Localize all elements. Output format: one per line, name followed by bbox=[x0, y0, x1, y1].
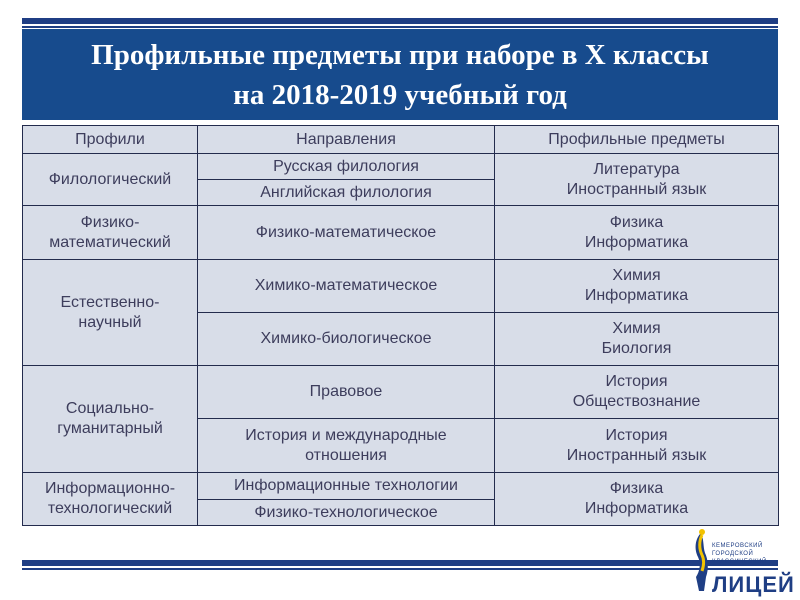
top-rule-thin bbox=[22, 26, 778, 28]
slide-title bbox=[22, 29, 778, 120]
table-row bbox=[23, 473, 779, 500]
direction-cell: Физико-технологическое bbox=[198, 500, 495, 526]
direction-cell: Информационные технологии bbox=[198, 473, 495, 500]
profile-cell: Социально- гуманитарный bbox=[23, 366, 198, 473]
lyceum-emblem-icon bbox=[690, 527, 712, 597]
header-profiles: Профили bbox=[23, 126, 198, 154]
logo-text-line2: ГОРОДСКОЙ bbox=[712, 551, 754, 557]
subjects-cell: История Обществознание bbox=[495, 366, 779, 419]
table-row bbox=[23, 206, 779, 260]
direction-cell: Химико-математическое bbox=[198, 260, 495, 313]
bottom-rule-thin bbox=[22, 568, 778, 570]
top-rule-thick bbox=[22, 18, 778, 24]
lyceum-logo bbox=[690, 527, 795, 597]
direction-cell: Химико-биологическое bbox=[198, 313, 495, 366]
subjects-cell: Физика Информатика bbox=[495, 206, 779, 260]
title-line-2: на 2018-2019 учебный год bbox=[233, 78, 567, 111]
direction-cell: Английская филология bbox=[198, 180, 495, 206]
table-row bbox=[23, 260, 779, 313]
direction-cell: Правовое bbox=[198, 366, 495, 419]
table-header-row bbox=[23, 126, 779, 154]
table-row bbox=[23, 154, 779, 180]
subjects-cell: Химия Биология bbox=[495, 313, 779, 366]
subjects-cell: Химия Информатика bbox=[495, 260, 779, 313]
bottom-rule-thick bbox=[22, 560, 778, 566]
logo-text-line3: КЛАССИЧЕСКИЙ bbox=[712, 559, 767, 565]
profile-cell: Филологический bbox=[23, 154, 198, 206]
subjects-cell: История Иностранный язык bbox=[495, 419, 779, 473]
header-directions: Направления bbox=[198, 126, 495, 154]
direction-cell: История и международные отношения bbox=[198, 419, 495, 473]
subjects-cell: Литература Иностранный язык bbox=[495, 154, 779, 206]
profile-cell: Информационно- технологический bbox=[23, 473, 198, 526]
logo-text-line1: КЕМЕРОВСКИЙ bbox=[712, 543, 763, 549]
logo-name: ЛИЦЕЙ bbox=[712, 572, 795, 597]
direction-cell: Русская филология bbox=[198, 154, 495, 180]
title-line-1: Профильные предметы при наборе в X классы bbox=[91, 38, 709, 71]
profile-cell: Естественно- научный bbox=[23, 260, 198, 366]
profile-cell: Физико- математический bbox=[23, 206, 198, 260]
profiles-table bbox=[22, 125, 779, 526]
direction-cell: Физико-математическое bbox=[198, 206, 495, 260]
table-row bbox=[23, 366, 779, 419]
subjects-cell: Физика Информатика bbox=[495, 473, 779, 526]
header-subjects: Профильные предметы bbox=[495, 126, 779, 154]
